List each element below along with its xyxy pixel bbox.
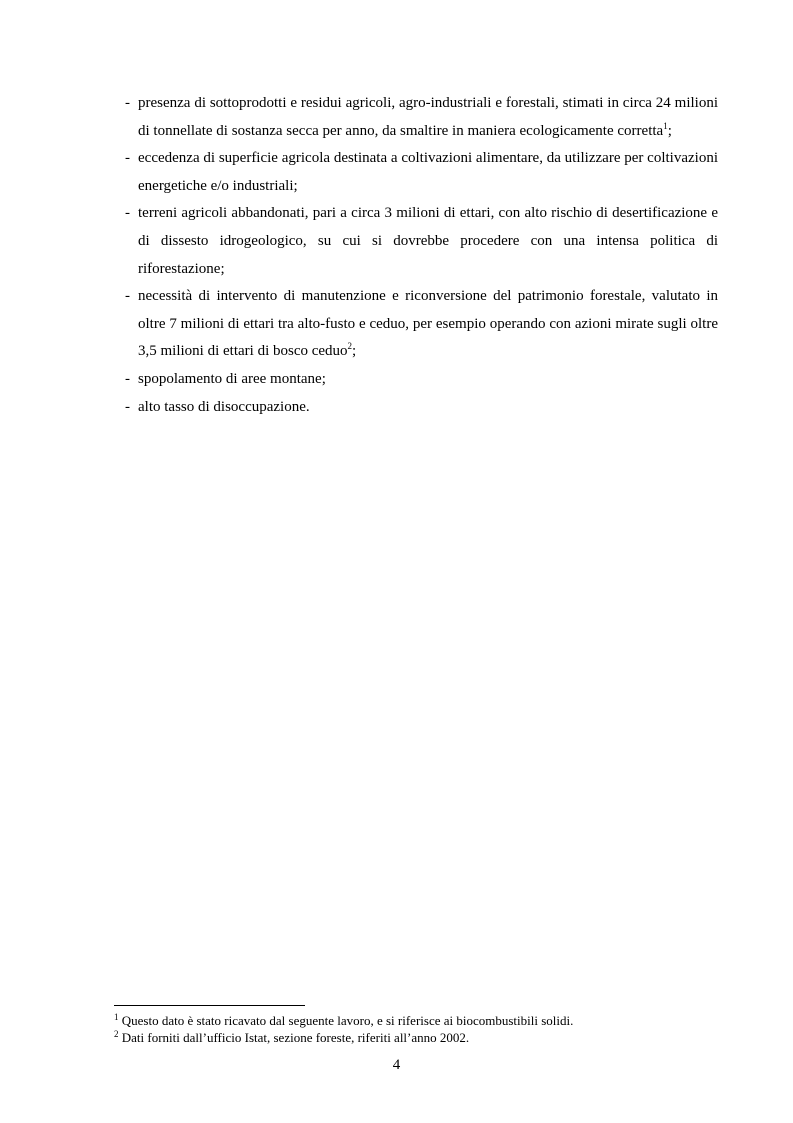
list-item: [122, 283, 718, 366]
footnote: [114, 1012, 714, 1029]
footnote-number: 2: [114, 1029, 119, 1039]
footnote-text: Questo dato è stato ricavato dal seguente lavoro, e si riferisce ai biocombustibili solidi.: [121, 1013, 574, 1028]
footnotes: [114, 1012, 714, 1046]
list-item-text: presenza di sottoprodotti e residui agricoli, agro-industriali e forestali, stimati in circa 24 milioni di tonnellate di sostanza secca per anno, da smaltire in maniera ecologicamente corretta: [138, 95, 718, 139]
list-item: [122, 200, 718, 283]
list-item: [122, 366, 718, 394]
footnote-ref[interactable]: 2: [347, 341, 353, 352]
bullet-dash: -: [125, 95, 130, 111]
page-number: 4: [392, 1057, 401, 1073]
list-item-text: necessità di intervento di manutenzione e riconversione del patrimonio forestale, valutato in oltre 7 milioni di ettari tra alto-fusto e ceduo, per esempio operando con azioni mirate sugli oltre 3,5 milioni di ettari di bosco ceduo: [138, 288, 718, 360]
list-item-text: alto tasso di disoccupazione.: [138, 398, 310, 415]
list-item-text: terreni agricoli abbandonati, pari a circa 3 milioni di ettari, con alto rischio di desertificazione e di dissesto idrogeologico, su cui si dovrebbe procedere con una intensa politica di riforestazione;: [138, 205, 718, 277]
footnote-ref[interactable]: 1: [663, 120, 668, 131]
list-item: [122, 394, 718, 422]
footnote: [114, 1029, 714, 1046]
list-item: [122, 145, 718, 200]
footnote-number: 1: [114, 1012, 119, 1022]
list-item-text: eccedenza di superficie agricola destinata a coltivazioni alimentare, da utilizzare per coltivazioni energetiche e/o industriali;: [138, 150, 718, 194]
bullet-dash: -: [125, 205, 130, 222]
list-item: [122, 90, 718, 145]
footnote-separator: [114, 1005, 305, 1006]
footnote-text: Dati forniti dall’ufficio Istat, sezione foreste, riferiti all’anno 2002.: [121, 1030, 470, 1045]
list-item-tail: ;: [352, 343, 357, 360]
list-item-text: spopolamento di aree montane;: [138, 370, 326, 387]
bullet-dash: -: [125, 288, 130, 305]
bullet-list: [122, 90, 718, 421]
bullet-dash: -: [125, 398, 130, 415]
bullet-dash: -: [125, 150, 130, 167]
list-item-tail: ;: [667, 122, 672, 139]
bullet-dash: -: [125, 370, 130, 387]
